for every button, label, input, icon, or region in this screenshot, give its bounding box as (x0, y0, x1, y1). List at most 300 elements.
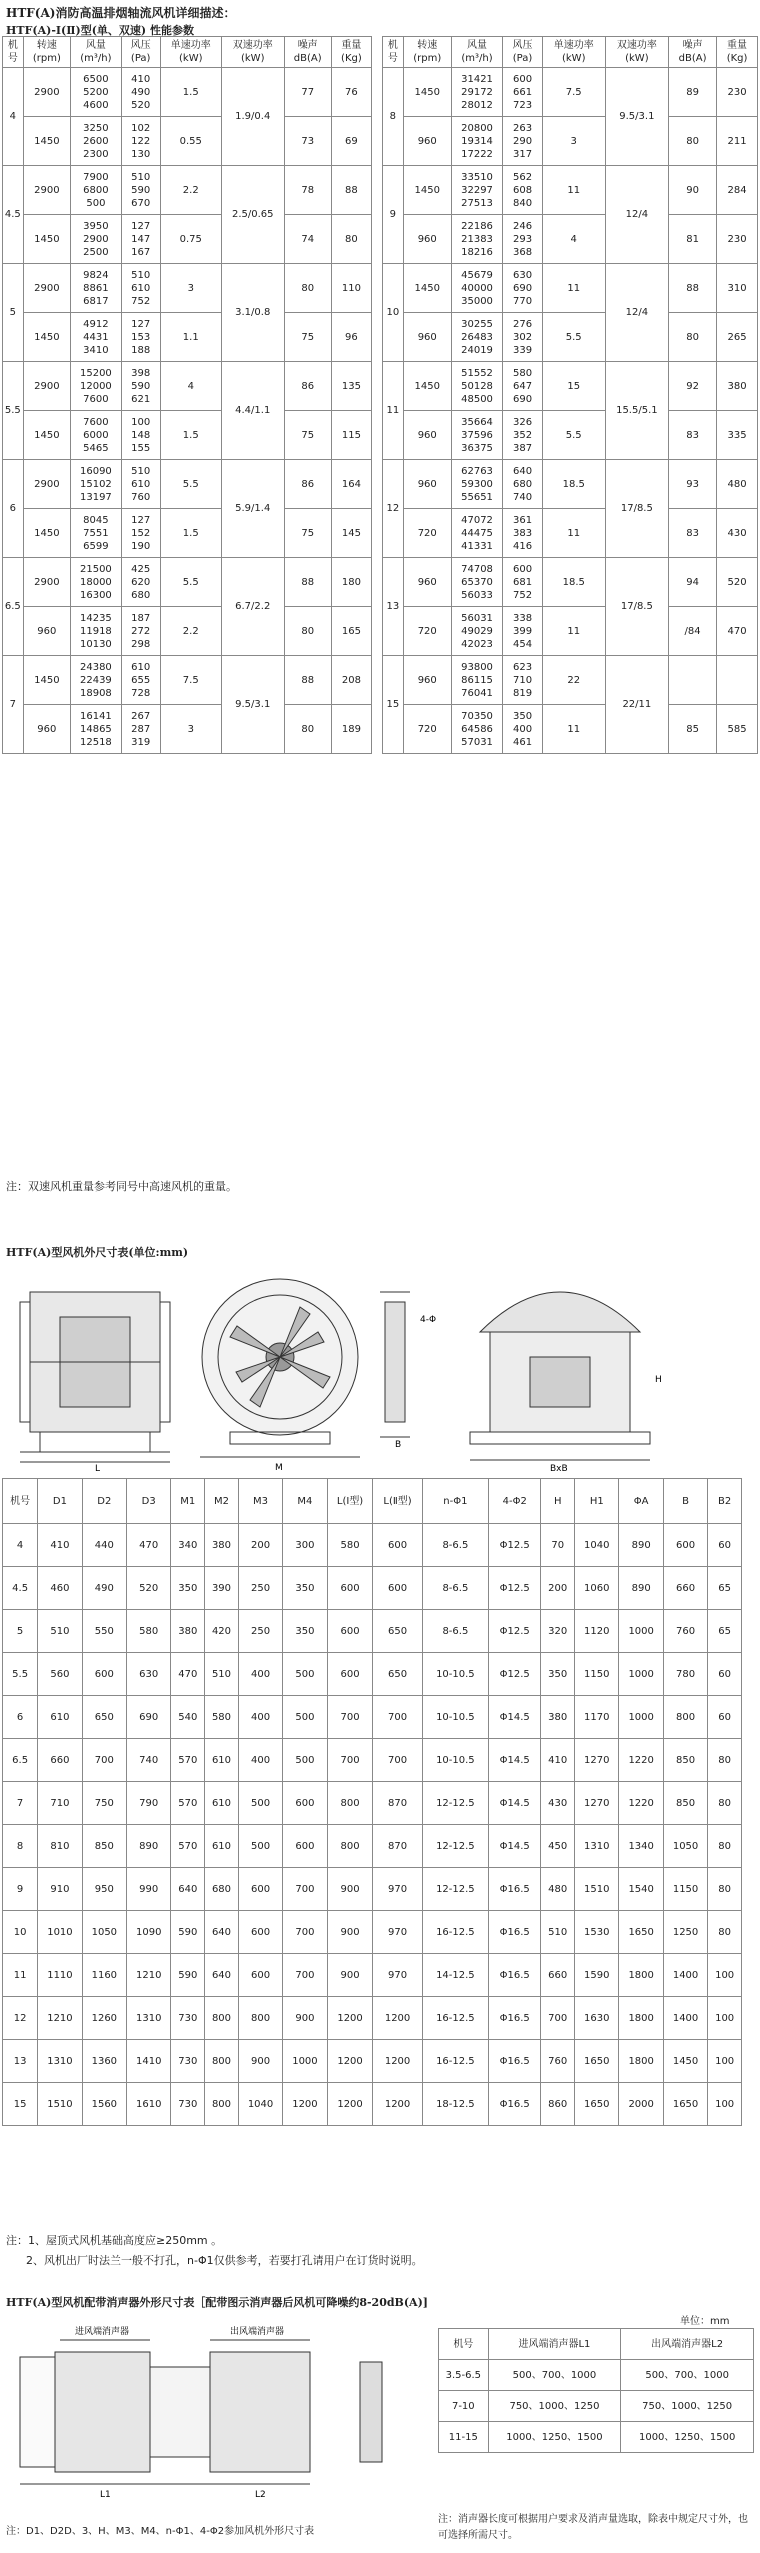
pressure-value: 400 (512, 723, 533, 735)
table-row (3, 509, 372, 558)
pressure-value: 287 (131, 723, 151, 735)
table-cell: 1150 (663, 1868, 707, 1911)
table-cell: Φ12.5 (489, 1653, 541, 1696)
rpm-cell: 1450 (23, 656, 70, 705)
front-view-drawing (200, 1279, 360, 1457)
table-cell: Φ14.5 (489, 1696, 541, 1739)
table-cell: 510 (38, 1610, 82, 1653)
silencer-inlet-label: 进风端消声器 (75, 2327, 130, 2337)
flow-cell (451, 411, 502, 460)
table-header-cell: 机号 (3, 1479, 38, 1524)
pressure-value: 630 (512, 269, 533, 281)
table-cell: 800 (205, 1997, 239, 2040)
table-header-cell: 单速功率(kW) (160, 37, 221, 68)
weight-cell: 164 (331, 460, 371, 509)
single-power-cell: 4 (160, 362, 221, 411)
table-cell: 8-6.5 (422, 1524, 488, 1567)
rpm-cell: 2900 (23, 362, 70, 411)
table-cell: 1270 (575, 1739, 619, 1782)
flow-value: 7551 (83, 527, 109, 539)
noise-cell: 75 (284, 509, 331, 558)
pressure-cell (503, 460, 543, 509)
table-cell: 1650 (575, 2040, 619, 2083)
fan-number-cell: 4.5 (3, 166, 24, 264)
rpm-cell: 1450 (23, 509, 70, 558)
flow-value: 11918 (79, 625, 112, 637)
flow-value: 30255 (461, 318, 493, 330)
table-cell: 730 (171, 1997, 205, 2040)
table-row (439, 2360, 754, 2391)
pressure-value: 610 (131, 282, 151, 294)
pressure-cell (503, 509, 543, 558)
table-cell: 600 (373, 1567, 422, 1610)
flow-value: 26483 (461, 331, 493, 343)
note-flange: 2、风机出厂时法兰一般不打孔，n-Φ1仅供参考，若要打孔请用户在订货时说明。 (26, 2254, 423, 2267)
flow-cell (71, 558, 122, 607)
table-row (439, 2422, 754, 2453)
table-cell: 1200 (327, 1997, 373, 2040)
table-row (3, 264, 372, 313)
flow-cell (451, 607, 502, 656)
table-cell: 16-12.5 (422, 1911, 488, 1954)
table-cell: 1000、1250、1500 (488, 2422, 621, 2453)
weight-cell: 76 (331, 68, 371, 117)
dual-power-cell: 2.5/0.65 (221, 166, 284, 264)
table-cell: 800 (663, 1696, 707, 1739)
table-row (383, 558, 758, 607)
single-power-cell: 0.75 (160, 215, 221, 264)
pressure-value: 723 (512, 99, 533, 111)
table-header-cell: ΦA (619, 1479, 663, 1524)
table-row (3, 2040, 742, 2083)
single-power-cell: 1.5 (160, 509, 221, 558)
pressure-value: 399 (512, 625, 533, 637)
pressure-value: 153 (131, 331, 151, 343)
flow-value: 21500 (79, 563, 112, 575)
flow-value: 74708 (461, 563, 493, 575)
table-header-cell: D2 (82, 1479, 126, 1524)
pressure-cell (503, 656, 543, 705)
table-cell: 1200 (373, 2083, 422, 2126)
table-header-row (3, 1479, 742, 1524)
table-cell: 1220 (619, 1782, 663, 1825)
noise-cell: 75 (284, 411, 331, 460)
table-cell: 500 (283, 1696, 327, 1739)
flow-value: 16300 (79, 589, 112, 601)
table-cell: 1530 (575, 1911, 619, 1954)
table-row (3, 1782, 742, 1825)
table-cell: 13 (3, 2040, 38, 2083)
rpm-cell: 960 (403, 313, 451, 362)
table-cell: 100 (708, 1997, 742, 2040)
table-row (3, 215, 372, 264)
table-cell: 600 (327, 1610, 373, 1653)
dual-power-cell: 5.9/1.4 (221, 460, 284, 558)
table-row (3, 558, 372, 607)
table-cell: 60 (708, 1653, 742, 1696)
weight-cell: 110 (331, 264, 371, 313)
rpm-cell: 1450 (403, 264, 451, 313)
table-cell: 580 (127, 1610, 171, 1653)
flow-value: 8045 (83, 514, 109, 526)
table-cell: 410 (541, 1739, 575, 1782)
flow-value: 10130 (79, 638, 112, 650)
pressure-value: 640 (512, 465, 533, 477)
table-cell: 8-6.5 (422, 1567, 488, 1610)
table-cell: 80 (708, 1782, 742, 1825)
table-cell: 560 (38, 1653, 82, 1696)
flow-cell (71, 362, 122, 411)
flow-cell (451, 460, 502, 509)
fan-number-cell: 11 (383, 362, 404, 460)
table-cell: 500 (283, 1739, 327, 1782)
flow-value: 15102 (79, 478, 112, 490)
rpm-cell: 1450 (23, 411, 70, 460)
table-cell: 580 (205, 1696, 239, 1739)
table-cell: 1170 (575, 1696, 619, 1739)
table-row (3, 1567, 742, 1610)
flow-value: 56033 (461, 589, 493, 601)
table-cell: 60 (708, 1524, 742, 1567)
table-cell: 10-10.5 (422, 1739, 488, 1782)
table-cell: 950 (82, 1868, 126, 1911)
table-cell: 1540 (619, 1868, 663, 1911)
table-cell: 450 (541, 1825, 575, 1868)
table-cell: 600 (238, 1954, 282, 1997)
table-cell: 430 (541, 1782, 575, 1825)
table-cell: 1650 (619, 1911, 663, 1954)
table-cell: 1310 (38, 2040, 82, 2083)
single-power-cell: 4 (542, 215, 605, 264)
flow-cell (451, 362, 502, 411)
weight-cell: 211 (717, 117, 758, 166)
pressure-cell (121, 117, 160, 166)
table-row (383, 705, 758, 754)
single-power-cell: 5.5 (160, 460, 221, 509)
table-cell: 340 (171, 1524, 205, 1567)
table-cell: 100 (708, 2083, 742, 2126)
pressure-value: 317 (512, 148, 533, 160)
table-cell: 460 (38, 1567, 82, 1610)
noise-cell: /84 (669, 607, 717, 656)
table-cell: 7-10 (439, 2391, 489, 2422)
table-cell: 60 (708, 1696, 742, 1739)
table-header-cell: H1 (575, 1479, 619, 1524)
flow-value: 6000 (83, 429, 109, 441)
table-cell: Φ16.5 (489, 1997, 541, 2040)
table-cell: 380 (541, 1696, 575, 1739)
table-cell: 510 (205, 1653, 239, 1696)
weight-cell: 380 (717, 362, 758, 411)
table-cell: 660 (663, 1567, 707, 1610)
flow-value: 16141 (79, 710, 112, 722)
table-row (383, 117, 758, 166)
flow-value: 27513 (461, 197, 493, 209)
pressure-value: 319 (131, 736, 151, 748)
pressure-value: 290 (512, 135, 533, 147)
noise-cell: 75 (284, 313, 331, 362)
table-cell: 1010 (38, 1911, 82, 1954)
table-cell: 1310 (575, 1825, 619, 1868)
table-row (383, 509, 758, 558)
table-header-cell: 机号 (439, 2329, 489, 2360)
pressure-value: 148 (131, 429, 151, 441)
table-cell: 1310 (127, 1997, 171, 2040)
table-cell: 1610 (127, 2083, 171, 2126)
flow-value: 6800 (83, 184, 109, 196)
flow-cell (71, 68, 122, 117)
single-power-cell: 1.5 (160, 68, 221, 117)
table-cell: 890 (127, 1825, 171, 1868)
dual-power-cell: 17/8.5 (605, 558, 669, 656)
table-cell: 5.5 (3, 1653, 38, 1696)
flow-cell (451, 705, 502, 754)
single-power-cell: 15 (542, 362, 605, 411)
pressure-value: 610 (131, 661, 151, 673)
weight-cell: 189 (331, 705, 371, 754)
table-cell: 1630 (575, 1997, 619, 2040)
table-cell: 1000、1250、1500 (621, 2422, 754, 2453)
pressure-value: 819 (512, 687, 533, 699)
unit-label: 单位：mm (680, 2316, 730, 2327)
table-cell: 570 (171, 1782, 205, 1825)
flow-value: 45679 (461, 269, 493, 281)
table-cell: 580 (327, 1524, 373, 1567)
pressure-cell (503, 68, 543, 117)
diagram-label-m: M (275, 1463, 283, 1473)
table-cell: 660 (541, 1954, 575, 1997)
table-row (383, 656, 758, 705)
table-cell: 350 (541, 1653, 575, 1696)
table-cell: 12-12.5 (422, 1782, 488, 1825)
table-header-cell: D1 (38, 1479, 82, 1524)
table-cell: 380 (171, 1610, 205, 1653)
table-cell: Φ14.5 (489, 1739, 541, 1782)
table-header-cell: M4 (283, 1479, 327, 1524)
note-weight: 注：双速风机重量参考同号中高速风机的重量。 (6, 1180, 237, 1193)
dual-power-cell: 4.4/1.1 (221, 362, 284, 460)
pressure-value: 461 (512, 736, 533, 748)
table-cell: 4 (3, 1524, 38, 1567)
weight-cell: 335 (717, 411, 758, 460)
fan-number-cell: 13 (383, 558, 404, 656)
table-row (3, 313, 372, 362)
pressure-value: 690 (512, 282, 533, 294)
table-cell: 730 (171, 2083, 205, 2126)
table-cell: 8-6.5 (422, 1610, 488, 1653)
pressure-value: 655 (131, 674, 151, 686)
flow-value: 32297 (461, 184, 493, 196)
table-cell: Φ12.5 (489, 1567, 541, 1610)
table-cell: 850 (663, 1782, 707, 1825)
table-row (3, 705, 372, 754)
flow-value: 2900 (83, 233, 109, 245)
table-cell: 790 (127, 1782, 171, 1825)
pressure-cell (121, 215, 160, 264)
pressure-value: 127 (131, 318, 151, 330)
table-cell: 750、1000、1250 (488, 2391, 621, 2422)
table-cell: 200 (238, 1524, 282, 1567)
table-cell: 1590 (575, 1954, 619, 1997)
table-cell: 440 (82, 1524, 126, 1567)
pressure-value: 398 (131, 367, 151, 379)
pressure-cell (121, 411, 160, 460)
flow-value: 31421 (461, 73, 493, 85)
table-cell: 1200 (327, 2083, 373, 2126)
noise-cell: 77 (284, 68, 331, 117)
flow-value: 33510 (461, 171, 493, 183)
flow-value: 22439 (79, 674, 112, 686)
weight-cell: 585 (717, 705, 758, 754)
pressure-cell (121, 264, 160, 313)
table-cell: 1110 (38, 1954, 82, 1997)
pressure-value: 267 (131, 710, 151, 722)
table-cell: 700 (283, 1911, 327, 1954)
noise-cell: 80 (284, 607, 331, 656)
pressure-value: 562 (512, 171, 533, 183)
pressure-value: 368 (512, 246, 533, 258)
table-cell: 520 (127, 1567, 171, 1610)
table-cell: 600 (238, 1868, 282, 1911)
table-cell: 12-12.5 (422, 1868, 488, 1911)
table-cell: 12 (3, 1997, 38, 2040)
table-cell: 100 (708, 2040, 742, 2083)
roof-view-drawing (470, 1292, 650, 1460)
noise-cell: 74 (284, 215, 331, 264)
table-header-cell: 机号 (383, 37, 404, 68)
fan-number-cell: 12 (383, 460, 404, 558)
table-cell: 610 (205, 1739, 239, 1782)
flow-cell (71, 460, 122, 509)
flow-value: 2300 (83, 148, 109, 160)
weight-cell: 69 (331, 117, 371, 166)
table-cell: 850 (663, 1739, 707, 1782)
table-row (383, 68, 758, 117)
fan-number-cell: 15 (383, 656, 404, 754)
flow-value: 16090 (79, 465, 112, 477)
flow-value: 19314 (461, 135, 493, 147)
rpm-cell: 1450 (403, 68, 451, 117)
table-cell: 15 (3, 2083, 38, 2126)
flow-value: 500 (86, 197, 106, 209)
table-cell: Φ16.5 (489, 1868, 541, 1911)
pressure-value: 102 (131, 122, 151, 134)
flow-value: 24380 (79, 661, 112, 673)
pressure-value: 187 (131, 612, 151, 624)
silencer-drawing (0, 2312, 430, 2512)
table-row (3, 411, 372, 460)
table-cell: Φ16.5 (489, 1954, 541, 1997)
pressure-cell (503, 166, 543, 215)
pressure-value: 681 (512, 576, 533, 588)
flow-value: 6599 (83, 540, 109, 552)
flow-value: 12000 (79, 380, 112, 392)
flow-value: 76041 (461, 687, 493, 699)
table-cell: 1210 (38, 1997, 82, 2040)
weight-cell: 230 (717, 68, 758, 117)
table-cell: 1560 (82, 2083, 126, 2126)
rpm-cell: 720 (403, 509, 451, 558)
table-row (3, 1610, 742, 1653)
weight-cell: 208 (331, 656, 371, 705)
flow-value: 8861 (83, 282, 109, 294)
diagram-label-bxb: BxB (550, 1464, 568, 1474)
table-cell: 1650 (663, 2083, 707, 2126)
flow-value: 42023 (461, 638, 493, 650)
table-cell: 970 (373, 1954, 422, 1997)
table-cell: 350 (171, 1567, 205, 1610)
table-cell: 900 (283, 1997, 327, 2040)
single-power-cell: 7.5 (542, 68, 605, 117)
flow-value: 22186 (461, 220, 493, 232)
single-power-cell: 7.5 (160, 656, 221, 705)
single-power-cell: 22 (542, 656, 605, 705)
rpm-cell: 720 (403, 705, 451, 754)
flow-cell (451, 264, 502, 313)
flow-value: 14865 (79, 723, 112, 735)
table-cell: 11-15 (439, 2422, 489, 2453)
table-header-cell: B (663, 1479, 707, 1524)
flow-cell (451, 656, 502, 705)
table-cell: Φ14.5 (489, 1782, 541, 1825)
table-cell: 1650 (575, 2083, 619, 2126)
table-cell: 600 (373, 1524, 422, 1567)
pressure-cell (503, 705, 543, 754)
table-header-cell: 重量(Kg) (717, 37, 758, 68)
noise-cell: 88 (284, 558, 331, 607)
table-header-cell: D3 (127, 1479, 171, 1524)
weight-cell: 88 (331, 166, 371, 215)
table-cell: 1050 (663, 1825, 707, 1868)
table-cell: 800 (327, 1825, 373, 1868)
pressure-cell (503, 411, 543, 460)
table-cell: 1200 (373, 1997, 422, 2040)
rpm-cell: 960 (403, 558, 451, 607)
table-cell: 1260 (82, 1997, 126, 2040)
rpm-cell: 2900 (23, 68, 70, 117)
flow-value: 28012 (461, 99, 493, 111)
weight-cell: 165 (331, 607, 371, 656)
dual-power-cell: 22/11 (605, 656, 669, 754)
noise-cell: 83 (669, 411, 717, 460)
table-cell: 300 (283, 1524, 327, 1567)
rpm-cell: 1450 (403, 362, 451, 411)
flow-cell (451, 166, 502, 215)
table-row (3, 1868, 742, 1911)
silencer-title: HTF(A)型风机配带消声器外形尺寸表［配带图示消声器后风机可降噪约8-20dB(A)] (6, 2296, 428, 2309)
pressure-cell (121, 313, 160, 362)
fan-number-cell: 8 (383, 68, 404, 166)
noise-cell: 92 (669, 362, 717, 411)
table-cell: 500 (283, 1653, 327, 1696)
weight-cell: 265 (717, 313, 758, 362)
table-cell: 800 (205, 2040, 239, 2083)
pressure-value: 276 (512, 318, 533, 330)
single-power-cell: 5.5 (542, 411, 605, 460)
table-cell: 990 (127, 1868, 171, 1911)
flow-value: 18908 (79, 687, 112, 699)
flow-cell (451, 313, 502, 362)
flow-value: 47072 (461, 514, 493, 526)
pressure-value: 293 (512, 233, 533, 245)
table-cell: 700 (283, 1868, 327, 1911)
table-cell: 690 (127, 1696, 171, 1739)
rpm-cell: 2900 (23, 166, 70, 215)
table-cell: 16-12.5 (422, 1997, 488, 2040)
weight-cell: 520 (717, 558, 758, 607)
flow-value: 86115 (461, 674, 493, 686)
table-row (383, 166, 758, 215)
